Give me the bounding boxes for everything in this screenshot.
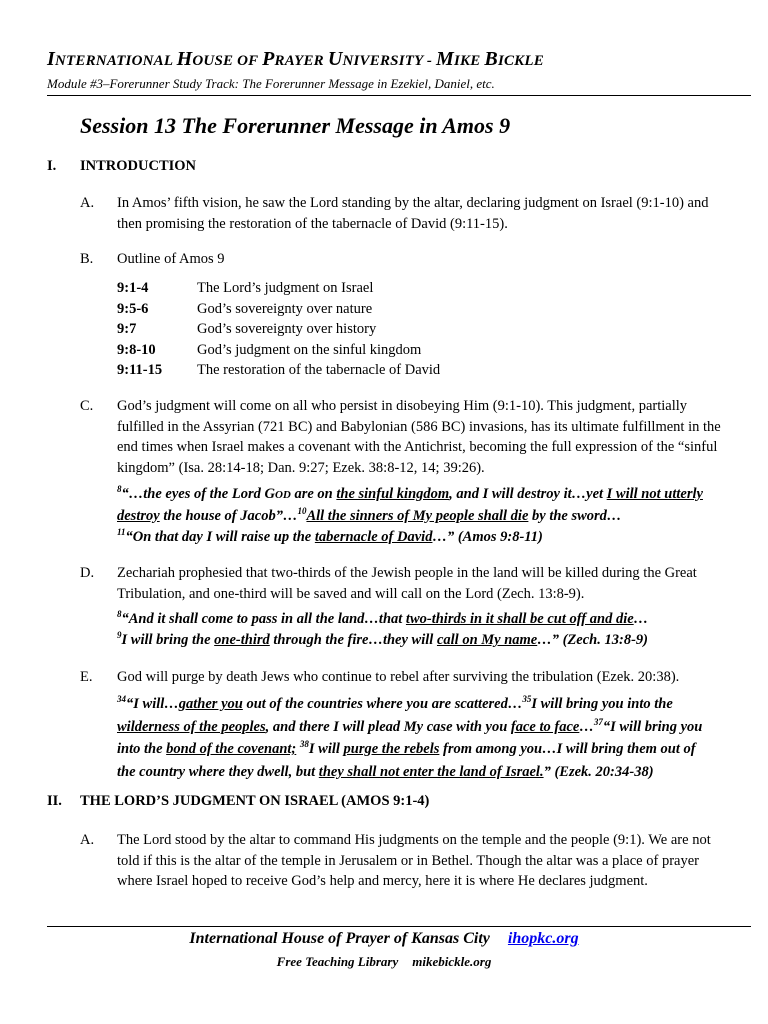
item-label: A. [80,832,95,848]
item-text: The Lord stood by the altar to command His judgments on the temple and the people (9:1). We are not told if this is the altar of the temple in Jerusalem or in Bethel. Though the altar was a place of prayer where Israel hoped to receive God’s help and mercy, here it is where He declares judgment. [117,832,711,890]
section-number: I. [47,158,57,174]
outline-desc: The Lord’s judgment on Israel [197,280,374,296]
item-label: D. [80,565,95,581]
scripture-quote-zech: $^8$“And it shall come to pass in all the land…that two-thirds in it shall be cut off and die… $^9$I will bring the one-third through the fire…they will call on My name…” (Zech. 13:8-9) [117,609,649,648]
footer-rule [47,926,751,927]
section-title: THE LORD’S JUDGMENT ON ISRAEL (AMOS 9:1-4) [80,793,430,809]
outline-row [117,278,440,299]
outline-ref: 9:1-4 [117,280,149,296]
outline-row [117,360,440,381]
footer-link[interactable]: ihopkc.org [507,930,579,947]
scripture-quote-ezek: $^{34}$“I will…gather you out of the countries where you are scattered…$^{35}$I will bring you into the wilderness of the peoples, and there I will plead My case with you face to face…$^{37}$“I will bring you into the bond of the covenant; $^{38}$I will purge the rebels from among you…I will bring them out of the country where they dwell, but they shall not enter the land of Israel.” (Ezek. 20:34-38) [117,694,703,780]
item-label: B. [80,251,94,267]
session-title: Session 13 The Forerunner Message in Amos 9 [80,113,511,138]
footer-library-line [0,954,768,970]
outline-ref: 9:5-6 [117,300,149,317]
footer-org: International House of Prayer of Kansas City [189,930,490,947]
header-rule [47,95,751,96]
outline-desc: The restoration of the tabernacle of David [197,362,441,379]
footer-site: mikebickle.org [412,954,492,969]
outline-desc: God’s sovereignty over nature [197,300,373,317]
outline-desc: God’s judgment on the sinful kingdom [197,341,422,358]
outline-ref: 9:11-15 [117,362,163,379]
footer-library: Free Teaching Library [276,954,399,969]
scripture-quote-amos: $^8$“…the eyes of the Lord GOD are on the sinful kingdom, and I will destroy it…yet I will not utterly destroy the house of Jacob”…$^{10}$All the sinners of My people shall die by the sword… $^{11}$“On that day I will raise up the tabernacle of David…” (Amos 9:8-11) [117,484,703,545]
header-subtitle: Module #3–Forerunner Study Track: The Forerunner Message in Ezekiel, Daniel, etc. [47,76,495,91]
item-text: Zechariah prophesied that two-thirds of the Jewish people in the land will be killed during the Great Tribulation, and one-third will be saved and will call on the Lord (Zech. 13:8-9). [117,565,697,602]
outline-desc: God’s sovereignty over history [197,321,377,338]
outline-ref: 9:8-10 [117,341,156,358]
outline-ref: 9:7 [117,321,137,338]
item-text: Outline of Amos 9 [117,251,225,267]
item-label: A. [80,195,95,211]
outline-row [117,340,440,361]
item-text: God’s judgment will come on all who persist in disobeying Him (9:1-10). This judgment, partially fulfilled in the Assyrian (721 BC) and Babylonian (586 BC) invasions, has its ultimate fulfillment in the end times when Israel makes a covenant with the Antichrist, becoming the full expression of the “sinful kingdom” (Isa. 28:14-18; Dan. 9:27; Ezek. 38:8-12, 14; 39:26). [117,398,721,476]
section-title: INTRODUCTION [80,158,197,174]
item-text: In Amos’ fifth vision, he saw the Lord standing by the altar, declaring judgment on Israel (9:1-10) and then promising the restoration of the tabernacle of David (9:11-15). [117,195,709,232]
item-label: E. [80,669,93,685]
section-number: II. [47,793,62,809]
item-text: God will purge by death Jews who continue to rebel after surviving the tribulation (Ezek. 20:38). [117,669,680,685]
header-title: INTERNATIONAL HOUSE OF PRAYER UNIVERSITY - MIKE BICKLE [47,48,544,70]
outline-row [117,319,440,340]
item-label: C. [80,398,94,414]
footer-org-line [0,930,768,948]
outline-row [117,299,440,320]
outline-table [117,278,440,381]
